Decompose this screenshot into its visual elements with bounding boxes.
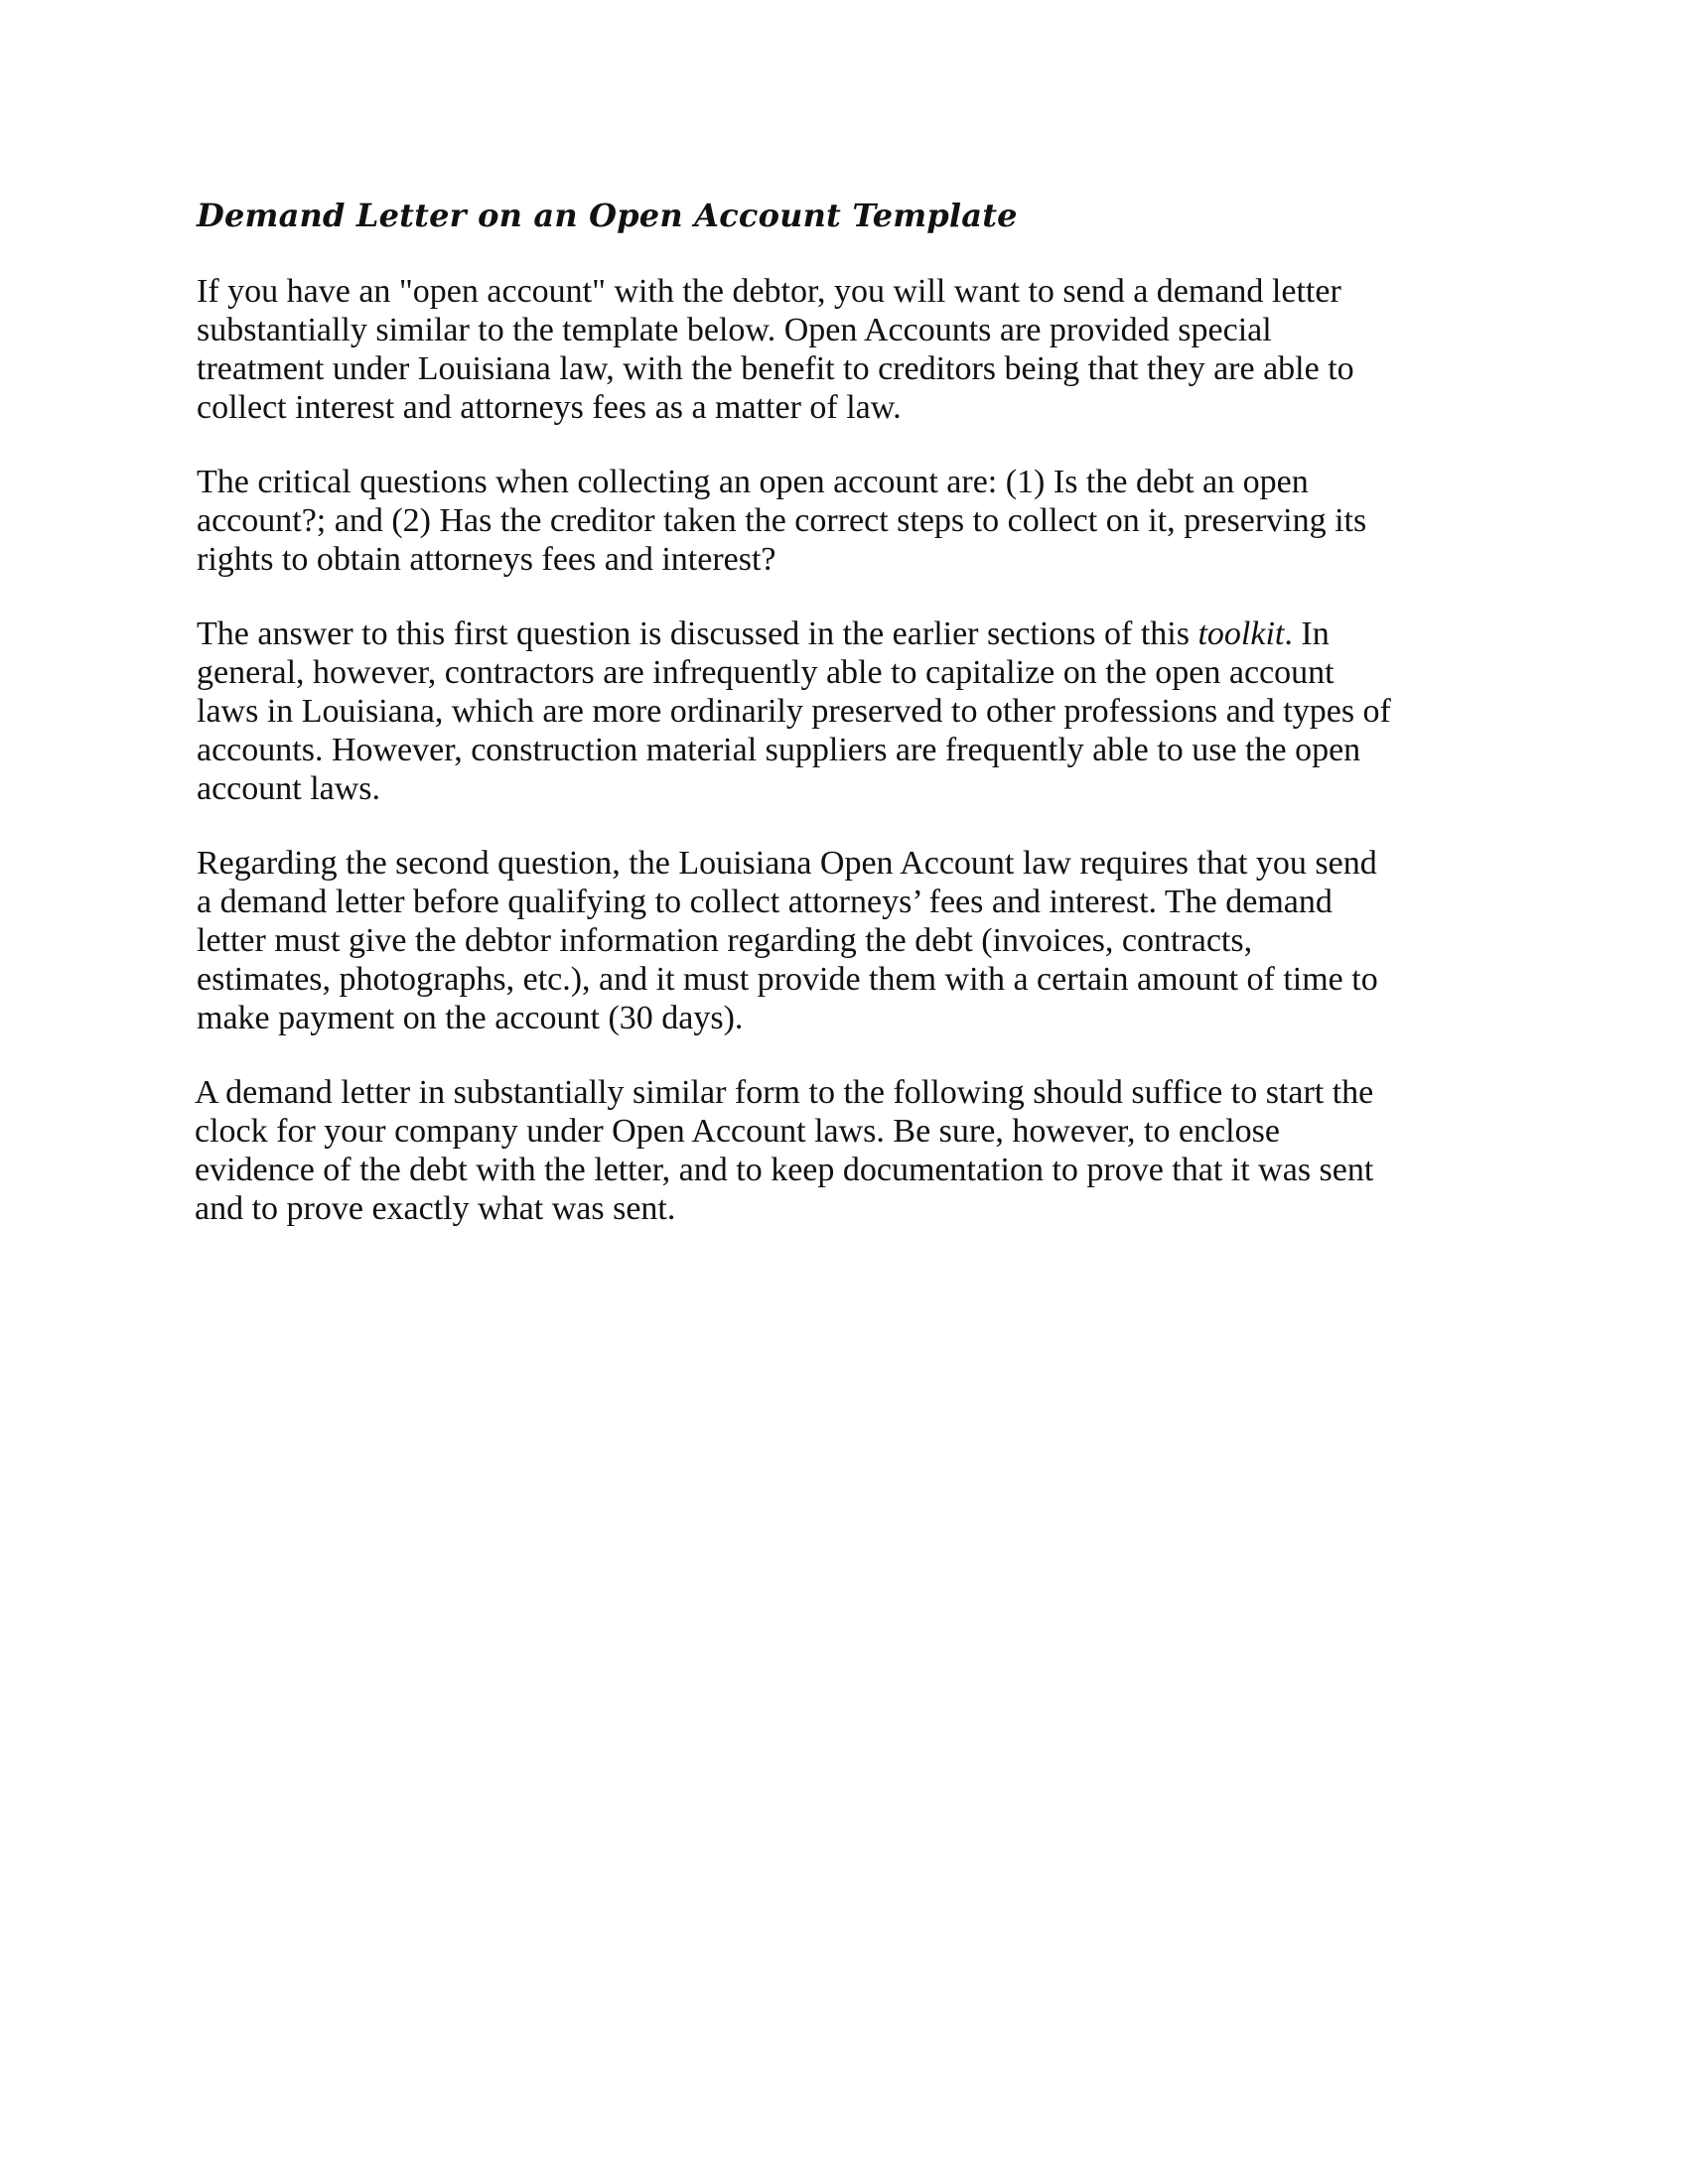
paragraph-open-account-intro: If you have an "open account" with the debtor, you will want to send a demand letter substantially similar to the template below. Open Accounts are provided special treatment under Louisiana law, with the benefit to creditors being that they are able to collect interest and attorneys fees as a matter of law. [197,273,1354,426]
paragraph-text-segment: The answer to this first question is discussed in the earlier sections of this [197,615,1198,652]
toolkit-emphasis: toolkit [1197,615,1285,652]
paragraph-second-question-answer: Regarding the second question, the Louisiana Open Account law requires that you send a demand letter before qualifying to collect attorneys’ fees and interest. The demand letter must give the debtor information regarding the debt (invoices, contracts, estimates, photographs, etc.), and it must provide them with a certain amount of time to make payment on the account (30 days). [197,845,1378,1036]
document-title: Demand Letter on an Open Account Template [197,197,1018,234]
paragraph-demand-letter-guidance: A demand letter in substantially similar form to the following should suffice to start the clock for your company under Open Account laws. Be sure, however, to enclose evidence of the debt with the letter, and to keep documentation to prove that it was sent and to prove exactly what was sent. [195,1074,1374,1227]
document-body [197,195,1497,1228]
paragraph-text-segment: . In general, however, contractors are infrequently able to capitalize on the open account laws in Louisiana, which are more ordinarily preserved to other professions and types of accounts. However, construction material suppliers are frequently able to use the open account laws. [197,615,1391,807]
paragraph-first-question-answer [197,614,1497,808]
paragraph-critical-questions: The critical questions when collecting an open account are: (1) Is the debt an open account?; and (2) Has the creditor taken the correct steps to collect on it, preserving its rights to obtain attorneys fees and interest? [197,464,1367,578]
